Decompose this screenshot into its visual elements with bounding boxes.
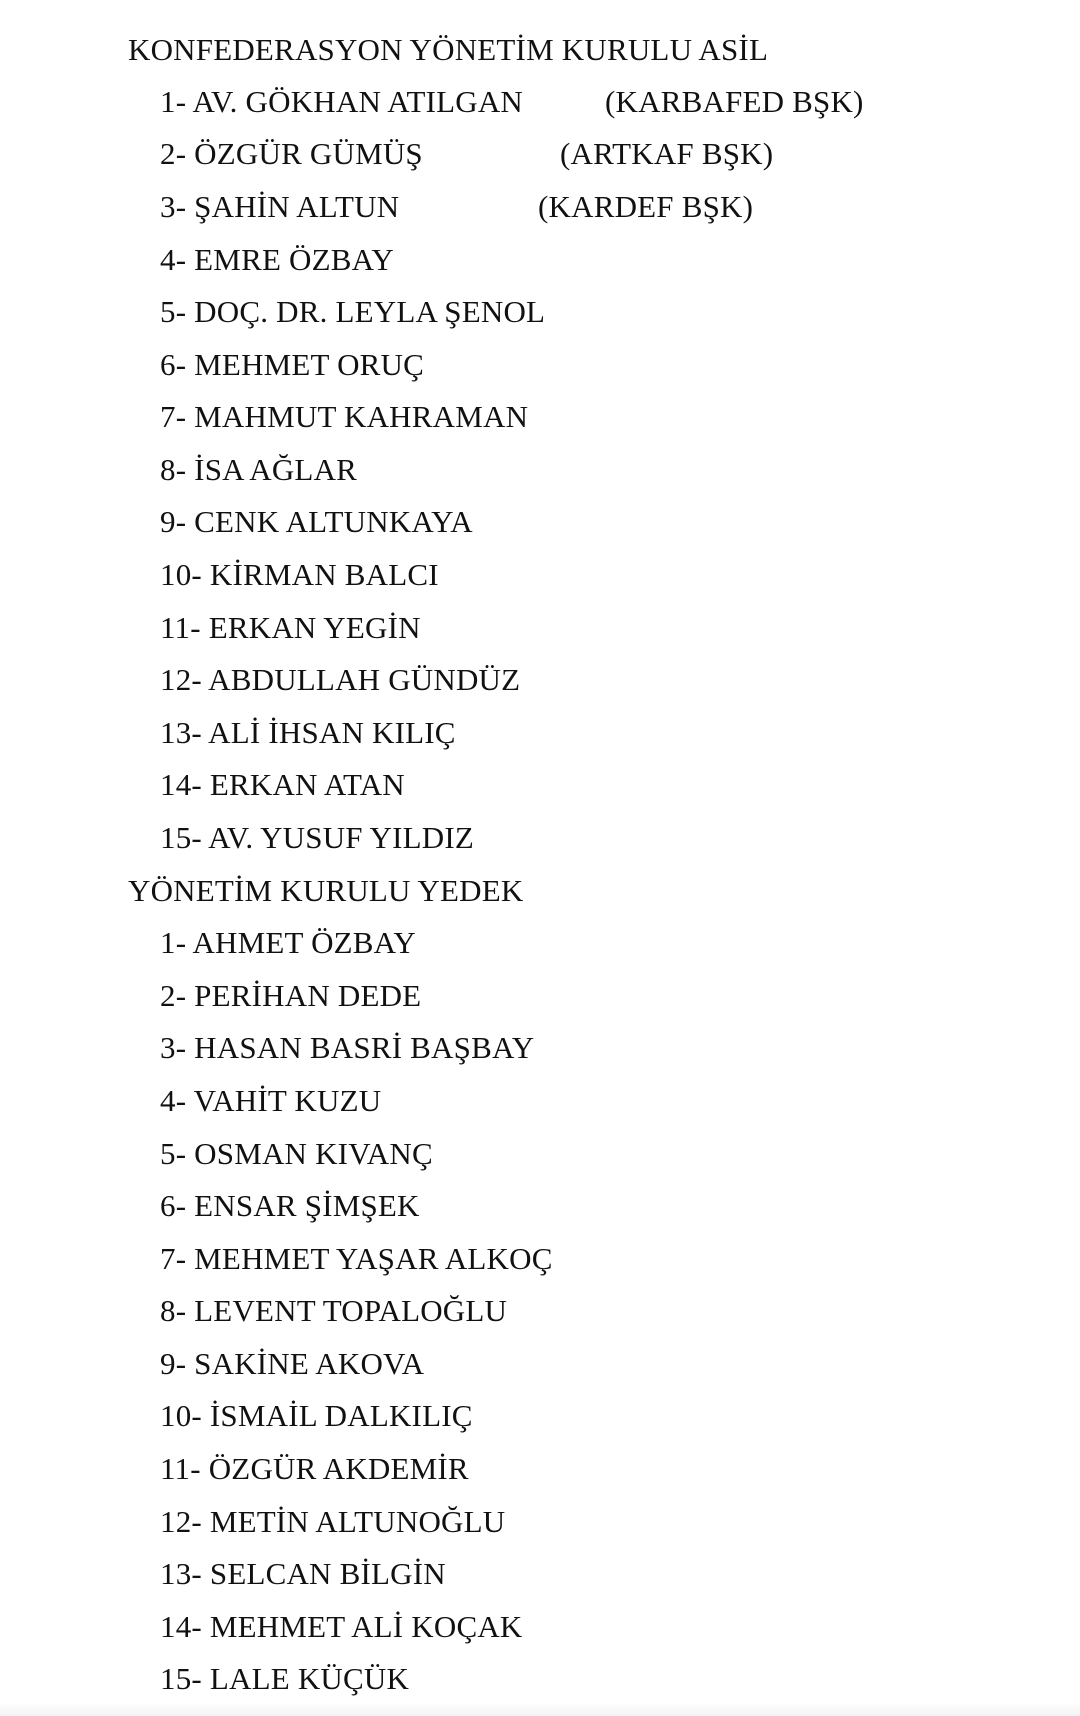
list-item: 9- CENK ALTUNKAYA — [160, 504, 473, 539]
list-item-note: (KARBAFED BŞK) — [605, 84, 864, 119]
list-item: 7- MAHMUT KAHRAMAN — [160, 399, 529, 434]
list-item: 6- ENSAR ŞİMŞEK — [160, 1188, 420, 1223]
list-item: 8- İSA AĞLAR — [160, 452, 358, 487]
list-item: 12- METİN ALTUNOĞLU — [160, 1504, 506, 1539]
section-heading-asil: KONFEDERASYON YÖNETİM KURULU ASİL — [128, 32, 769, 67]
section-heading-yedek: YÖNETİM KURULU YEDEK — [128, 873, 524, 908]
list-item: 7- MEHMET YAŞAR ALKOÇ — [160, 1241, 553, 1276]
list-item: 11- ERKAN YEGİN — [160, 610, 421, 645]
list-item: 9- SAKİNE AKOVA — [160, 1346, 425, 1381]
list-item: 3- ŞAHİN ALTUN — [160, 189, 400, 224]
list-item: 4- EMRE ÖZBAY — [160, 242, 394, 277]
list-item: 14- ERKAN ATAN — [160, 767, 405, 802]
list-item: 12- ABDULLAH GÜNDÜZ — [160, 662, 521, 697]
list-item-note: (ARTKAF BŞK) — [560, 136, 774, 171]
list-item: 11- ÖZGÜR AKDEMİR — [160, 1451, 469, 1486]
list-item: 15- LALE KÜÇÜK — [160, 1661, 410, 1696]
list-item: 14- MEHMET ALİ KOÇAK — [160, 1609, 523, 1644]
list-item: 2- ÖZGÜR GÜMÜŞ — [160, 136, 423, 171]
list-item: 5- OSMAN KIVANÇ — [160, 1136, 433, 1171]
list-item: 15- AV. YUSUF YILDIZ — [160, 820, 475, 855]
list-item-note: (KARDEF BŞK) — [538, 189, 754, 224]
list-item: 2- PERİHAN DEDE — [160, 978, 422, 1013]
list-item: 4- VAHİT KUZU — [160, 1083, 382, 1118]
list-item: 13- SELCAN BİLGİN — [160, 1556, 446, 1591]
list-item: 1- AHMET ÖZBAY — [160, 925, 416, 960]
list-item: 5- DOÇ. DR. LEYLA ŞENOL — [160, 294, 546, 329]
list-item: 6- MEHMET ORUÇ — [160, 347, 425, 382]
list-item: 10- İSMAİL DALKILIÇ — [160, 1398, 473, 1433]
page-bottom-edge — [0, 1702, 1080, 1716]
list-item: 10- KİRMAN BALCI — [160, 557, 439, 592]
list-item: 8- LEVENT TOPALOĞLU — [160, 1293, 508, 1328]
list-item: 13- ALİ İHSAN KILIÇ — [160, 715, 456, 750]
list-item: 3- HASAN BASRİ BAŞBAY — [160, 1030, 535, 1065]
list-item: 1- AV. GÖKHAN ATILGAN — [160, 84, 524, 119]
